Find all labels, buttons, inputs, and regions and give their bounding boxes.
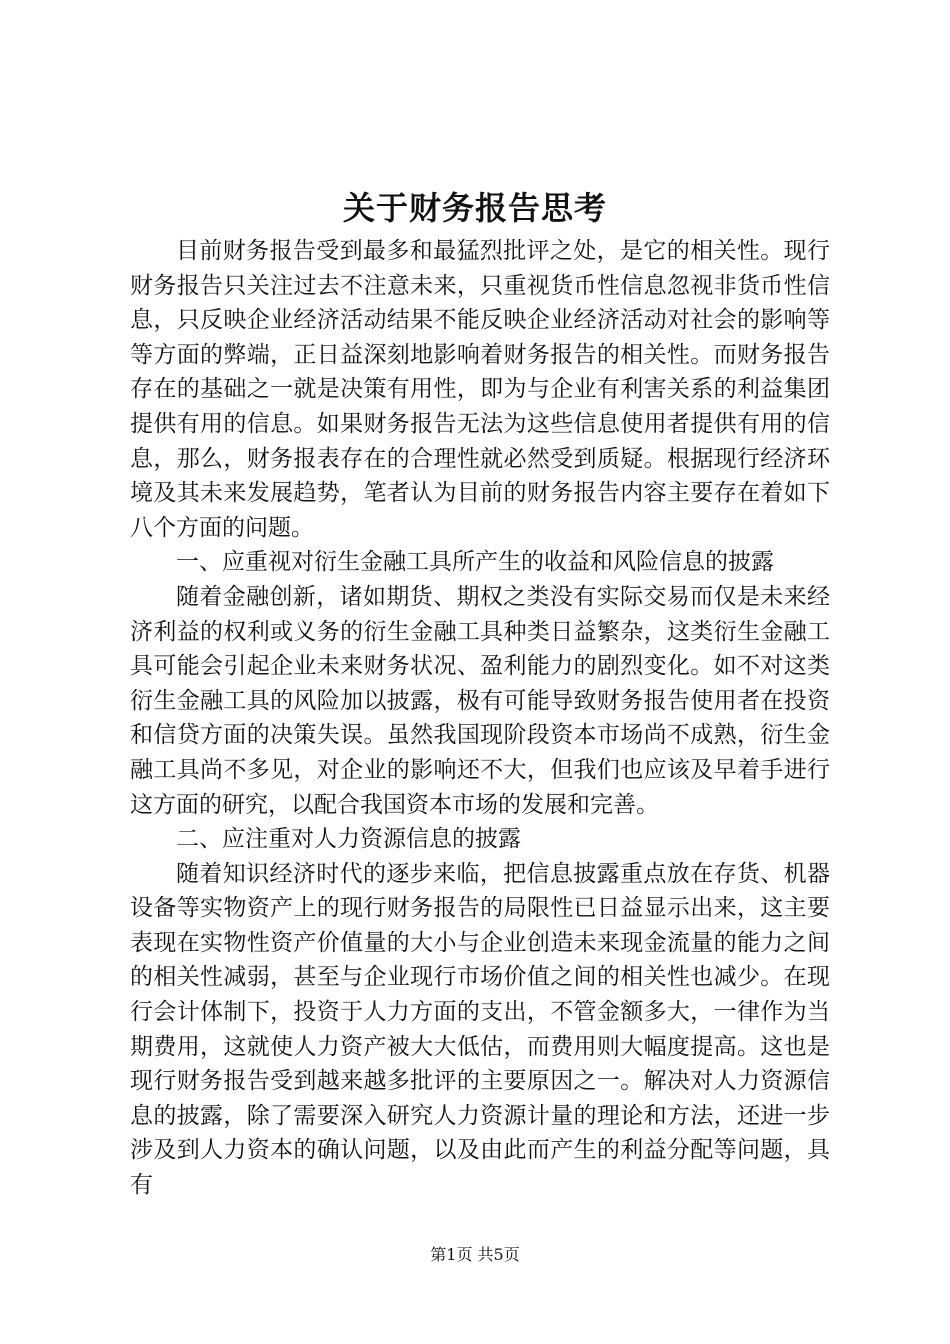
section-paragraph-2: 随着知识经济时代的逐步来临，把信息披露重点放在存货、机器设备等实物资产上的现行财务报告的局限性已日益显示出来，这主要表现在实物性资产价值量的大小与企业创造未来现金流量的能力之间的相关性减弱，甚至与企业现行市场价值之间的相关性也减少。在现行会计体制下，投资于人力方面的支出，不管金额多大，一律作为当期费用，这就使人力资产被大大低估，而费用则大幅度提高。这也是现行财务报告受到越来越多批评的主要原因之一。解决对人力资源信息的披露，除了需要深入研究人力资源计量的理论和方法，还进一步涉及到人力资本的确认问题，以及由此而产生的利益分配等问题，具有 bbox=[130, 860, 830, 1199]
page-footer: 第1页 共5页 bbox=[430, 1245, 520, 1264]
intro-paragraph: 目前财务报告受到最多和最猛烈批评之处，是它的相关性。现行财务报告只关注过去不注意未来，只重视货币性信息忽视非货币性信息，只反映企业经济活动结果不能反映企业经济活动对社会的影响等等方面的弊端，正日益深刻地影响着财务报告的相关性。而财务报告存在的基础之一就是决策有用性，即为与企业有利害关系的利益集团提供有用的信息。如果财务报告无法为这些信息使用者提供有用的信息，那么，财务报表存在的合理性就必然受到质疑。根据现行经济环境及其未来发展趋势，笔者认为目前的财务报告内容主要存在着如下八个方面的问题。 bbox=[130, 238, 830, 541]
document-title: 关于财务报告思考 bbox=[342, 189, 607, 227]
section-heading-2: 二、应注重对人力资源信息的披露 bbox=[176, 826, 521, 853]
section-heading-1: 一、应重视对衍生金融工具所产生的收益和风险信息的披露 bbox=[176, 549, 774, 576]
section-paragraph-1: 随着金融创新，诸如期货、期权之类没有实际交易而仅是未来经济利益的权利或义务的衍生金融工具种类日益繁杂，这类衍生金融工具可能会引起企业未来财务状况、盈利能力的剧烈变化。如不对这类衍生金融工具的风险加以披露，极有可能导致财务报告使用者在投资和信贷方面的决策失误。虽然我国现阶段资本市场尚不成熟，衍生金融工具尚不多见，对企业的影响还不大，但我们也应该及早着手进行这方面的研究，以配合我国资本市场的发展和完善。 bbox=[130, 583, 830, 818]
document-body bbox=[130, 234, 830, 1203]
